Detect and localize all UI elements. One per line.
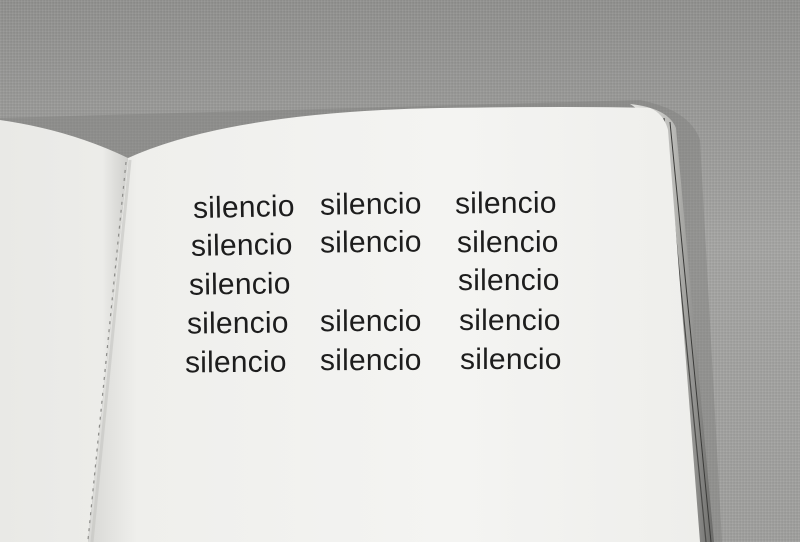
poem-word: silencio <box>319 225 422 260</box>
poem-word: silencio <box>456 225 559 260</box>
poem-word: silencio <box>460 343 562 376</box>
poem-word: silencio <box>457 263 560 298</box>
poem-word: silencio <box>190 228 293 263</box>
poem-word: silencio <box>459 304 561 337</box>
poem-word: silencio <box>319 343 422 378</box>
poem-word: silencio <box>319 187 422 222</box>
right-page <box>88 107 700 542</box>
poem-word: silencio <box>188 267 291 302</box>
poem-word: silencio <box>319 304 422 339</box>
poem-word: silencio <box>192 189 295 226</box>
poem-word: silencio <box>186 306 289 341</box>
poem-word: silencio <box>184 345 287 380</box>
poem-word: silencio <box>454 186 557 221</box>
